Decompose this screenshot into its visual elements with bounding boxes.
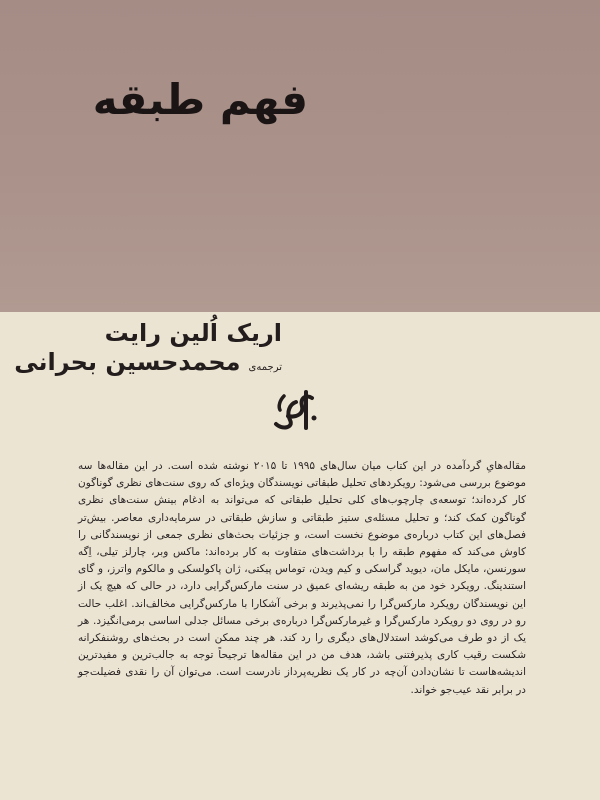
translator-name: محمدحسین بحرانی [14, 348, 241, 376]
back-cover-blurb: مقاله‌هایِ گردآمده در این کتاب میان سال‌های ۱۹۹۵ تا ۲۰۱۵ نوشته شده است. در این مقاله‌ها سه موضوع بررسی می‌شود: رویکردهای تحلیل طبقاتی نویسندگان ویژه‌ای که روی سنت‌های نظری گوناگون کار کرده‌اند؛ توسعه‌ی چارچوب‌های کلی تحلیل طبقاتی که می‌تواند به ادغام بینش سنت‌های نظری گوناگون کمک کند؛ و تحلیل مسئله‌ی ستیز طبقاتی و سازش طبقاتی در سرمایه‌داری معاصر. بیش‌تر فصل‌های این کتاب درباره‌ی موضوع نخست است، و جزئیات بحث‌های نظری جمعی از نویسندگانی را کاوش می‌کند که مفهوم طبقه را با برداشت‌های متفاوت به کار برده‌اند: ماکس وبر، چارلز تیلی، اِگه سورنسن، مایکل مان، دیوید گراسکی و کیم ویدن، توماس پیکتی، ژان پاکولسکی و مالکوم واترز، و گای استندینگ. رویکرد خود من به طبقه ریشه‌ای عمیق در سنت مارکس‌گرایی دارد، در حالی که هیچ یک از این نویسندگان رویکرد مارکس‌گرا را نمی‌پذیرند و برخی آشکارا با مارکس‌گرایی مخالف‌اند. اغلب حالت رو در روی دو رویکرد مارکس‌گرا و غیرمارکس‌گرا درباره‌ی برخی مسائل جدلی اساسی برمی‌انگیزد. هر یک از دو طرف می‌کوشد استدلال‌های دیگری را رد کند. هر چند ممکن است در بحث‌های روشنفکرانه شکست رقیب کاری پذیرفتنی باشد، هدف من در این مقاله‌ها ترجیحاً توجه به جالب‌ترین و مفیدترین اندیشه‌هاست تا نشان‌دادن آن‌چه در کار یک نظریه‌پرداز نادرست است. می‌توان آن را نقدی فضیلت‌جو در برابر نقد عیب‌جو خواند. [78, 460, 526, 696]
book-title: فهم طبقه [92, 75, 308, 124]
publisher-logo-icon [266, 388, 326, 436]
translator-label: ترجمه‌ی [248, 362, 282, 373]
cover-top-band [0, 0, 600, 312]
author-name: اریک اُلین رایت [104, 319, 282, 347]
translator-line [14, 347, 282, 377]
